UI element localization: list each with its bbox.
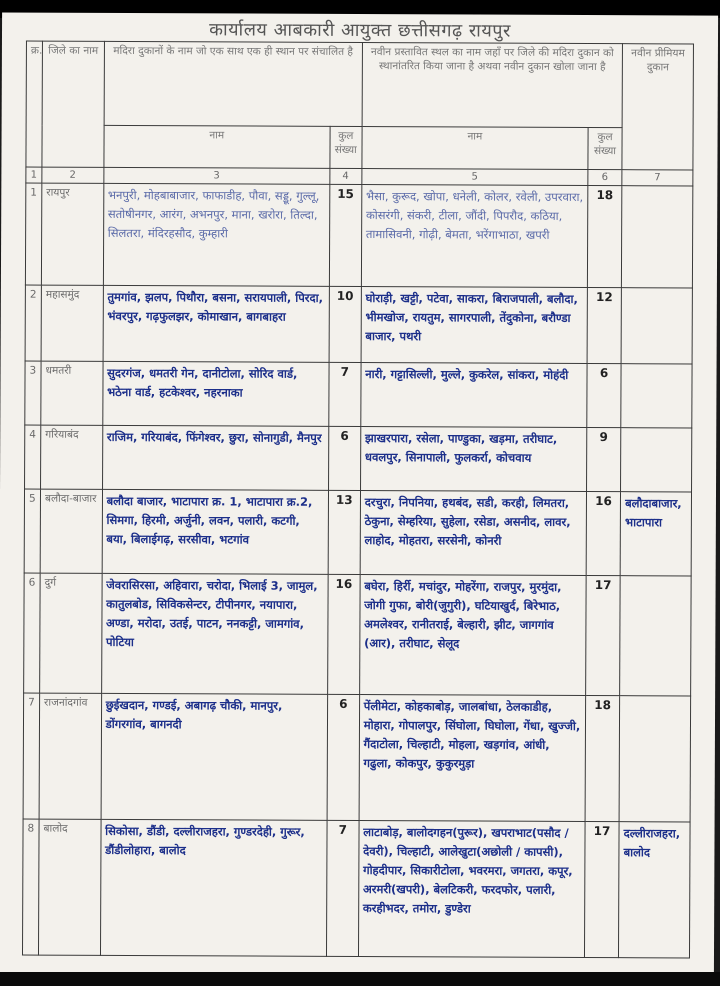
row-proposed-count: 9	[586, 427, 621, 491]
row-existing-shops: जेवरासिरसा, अहिवारा, चरोदा, भिलाई 3, जामुल, कातुलबोड, सिविकसेन्टर, टीपीनगर, नयापारा, अण्डा, मरोदा, उतई, पाटन, ननकट्टी, जामगांव, पोटिया	[101, 573, 328, 694]
table-row	[25, 183, 692, 288]
row-proposed-count: 6	[587, 363, 622, 427]
row-proposed-sites: भैसा, कुरूद, खोपा, धनेली, कोलर, रवेली, उपरवारा, कोसरंगी, संकरी, टीला, जौंदी, पिपरौद, कठिया, तामासिवनी, गोढ़ी, बेमता, भरेंगाभाठा, खपरी	[361, 185, 588, 288]
row-district: महासमुंद	[41, 285, 103, 361]
row-proposed-sites: नारी, गट्टासिल्ली, मुल्ले, कुकरेल, सांकरा, मोहंदी	[361, 363, 587, 428]
index-cell: 5	[362, 169, 588, 186]
bottom-black-border	[0, 972, 720, 986]
row-existing-shops: भनपुरी, मोहबाबाजार, फाफाडीह, पौवा, सड्डू, गुल्लू, सतोषीनगर, आरंग, अभनपुर, माना, खरोरा, तिल्दा, सिलतरा, मंदिरहसौद, कुम्हारी	[103, 183, 330, 286]
subheader-existing-count: कुल संख्या	[330, 126, 362, 168]
index-cell: 3	[103, 167, 329, 184]
row-proposed-count: 17	[584, 821, 619, 957]
subheader-proposed-count: कुल संख्या	[588, 127, 622, 169]
table-row	[25, 285, 692, 364]
document-page	[0, 12, 718, 975]
row-existing-count: 13	[328, 490, 360, 574]
row-proposed-sites: दरचुरा, निपनिया, हथबंद, सडी, करही, लिमतरा, ठेकुना, सेम्हरिया, सुहेला, रसेडा, असनीद, लावर, लाहोद, मोहतरा, सरसेनी, कोनरी	[360, 491, 586, 576]
row-proposed-count: 12	[587, 287, 622, 363]
header-district: जिले का नाम	[42, 41, 104, 167]
row-existing-count: 16	[327, 574, 360, 694]
header-row	[26, 41, 693, 128]
row-proposed-sites: बघेरा, हिर्री, मचांदुर, मोहरेंगा, राजपुर, मुरमुंदा, जोगी गुफा, बोरी(जुगुरी), घटियाखुर्द, बिरेभाठ, अमलेश्वर, रानीतराई, बेल्हारी, झीट, जागगांव (आर), तरीघाट, सेलूद	[359, 575, 586, 696]
row-premium	[621, 288, 692, 364]
row-serial: 7	[23, 693, 40, 819]
row-existing-count: 7	[329, 362, 361, 426]
row-premium	[619, 696, 690, 822]
row-district: गरियाबंद	[41, 425, 103, 489]
row-existing-shops: बलौदा बाजार, भाटापारा क्र. 1, भाटापारा क्र.2, सिमगा, हिरमी, अर्जुनी, लवन, पलारी, कटगी, बया, बिलाईगढ़, सरसीवा, भटगांव	[102, 489, 328, 574]
row-premium	[621, 428, 692, 492]
row-existing-count: 6	[328, 426, 360, 490]
row-district: बलौदा-बाजार	[40, 489, 102, 573]
row-premium: दल्लीराजहरा, बालोद	[619, 822, 690, 958]
row-existing-count: 6	[327, 694, 360, 820]
subheader-existing-name: नाम	[104, 125, 330, 168]
row-proposed-count: 18	[587, 185, 622, 287]
index-cell: 2	[42, 167, 104, 183]
table-row	[23, 693, 691, 822]
header-serial: क्र.	[26, 41, 43, 167]
row-serial: 4	[25, 425, 41, 489]
index-cell: 4	[330, 168, 362, 184]
row-district: धमतरी	[41, 361, 103, 425]
table-row	[24, 489, 691, 576]
table-row	[25, 361, 692, 428]
index-cell: 7	[622, 170, 693, 186]
table-row	[24, 573, 692, 696]
row-premium: बलौदाबाजार, भाटापारा	[620, 492, 691, 576]
table-row	[22, 819, 690, 958]
row-premium	[620, 576, 691, 696]
row-premium	[621, 364, 692, 428]
row-proposed-sites: झाखरपारा, रसेला, पाण्डुका, खड़मा, तरीघाट, धवलपुर, सिनापाली, फुलकर्रा, कोचवाय	[360, 427, 586, 492]
header-proposed-sites: नवीन प्रस्तावित स्थल का नाम जहाँ पर जिले की मदिरा दुकान को स्थानांतरित किया जाना है अथवा नवीन दुकान खोला जाना है	[362, 43, 623, 128]
row-serial: 1	[25, 183, 41, 285]
row-existing-count: 10	[329, 286, 361, 362]
row-serial: 5	[24, 489, 40, 573]
row-premium	[622, 186, 693, 288]
row-district: दुर्ग	[40, 573, 102, 693]
row-proposed-sites: घोराड़ी, खट्टी, पटेवा, साकरा, बिराजपाली, बलौदा, भीमखोज, रायतुम, सागरपाली, तेंदुकोना, बरौण्डा बाजार, पथरी	[361, 287, 587, 364]
row-serial: 2	[25, 285, 41, 361]
row-proposed-sites: लाटाबोड़, बालोदगहन(पुरूर), खपराभाट(पसौद / देवरी), चिल्हाटी, आलेखुटा(अछोली / कापसी), गोहदीपार, सिकारीटोला, भवरमरा, जगतरा, कपूर, अरमरी(खपरी), बेलटिकरी, फरदफोर, पलारी, करहीभदर, तमोरा, डुण्डेरा	[358, 821, 585, 958]
index-cell: 6	[588, 169, 622, 185]
subheader-row	[26, 125, 693, 170]
row-proposed-count: 17	[585, 575, 620, 695]
header-existing-shops: मदिरा दुकानों के नाम जो एक साथ एक ही स्थान पर संचालित है	[104, 41, 362, 126]
document-heading: कार्यालय आबकारी आयुक्त छत्तीसगढ़ रायपुर	[209, 19, 511, 42]
row-existing-count: 7	[326, 820, 359, 956]
row-serial: 8	[22, 819, 39, 955]
row-serial: 6	[24, 573, 41, 693]
row-proposed-count: 18	[585, 695, 620, 821]
row-district: राजनांदगांव	[39, 693, 101, 819]
row-existing-shops: राजिम, गरियाबंद, फिंगेश्वर, छुरा, सोनागुडी, मैनपुर	[102, 425, 328, 490]
table-row	[25, 425, 692, 492]
header-premium-shop: नवीन प्रीमियम दुकान	[622, 44, 693, 170]
row-serial: 3	[25, 361, 41, 425]
row-district: बालोद	[38, 819, 100, 955]
row-existing-count: 15	[329, 184, 361, 286]
row-proposed-sites: पेंलीमेटा, कोहकाबोड़, जालबांधा, ठेलकाडीह, मोहारा, गोपालपुर, सिंघोला, घिघोला, गेंधा, खुज्जी, गैंदाटोला, चिल्हाटी, मोहला, खड़गांव, आंधी, गढुला, कोकपुर, कुकुरमुड़ा	[359, 695, 586, 822]
row-district: रायपुर	[41, 183, 103, 285]
shop-relocation-table	[22, 41, 694, 959]
row-existing-shops: छुईखदान, गण्डई, अबागढ़ चौकी, मानपुर, डोंगरगांव, बागनदी	[101, 693, 328, 820]
row-existing-shops: सुदरगंज, धमतरी गेन, दानीटोला, सोरिद वार्ड, भठेना वार्ड, हटकेश्वर, नहरनाका	[102, 361, 328, 426]
index-cell: 1	[26, 167, 42, 183]
row-proposed-count: 16	[586, 491, 621, 575]
row-existing-shops: सिकोसा, डौंडी, दल्लीराजहरा, गुण्डरदेही, गुरूर, डौंडीलोहारा, बालोद	[100, 819, 327, 956]
subheader-proposed-name: नाम	[362, 127, 588, 170]
row-existing-shops: तुमगांव, झलप, पिथौरा, बसना, सरायपाली, पिरदा, भंवरपुर, गढ़फुलझर, कोमाखान, बागबाहरा	[103, 285, 329, 362]
